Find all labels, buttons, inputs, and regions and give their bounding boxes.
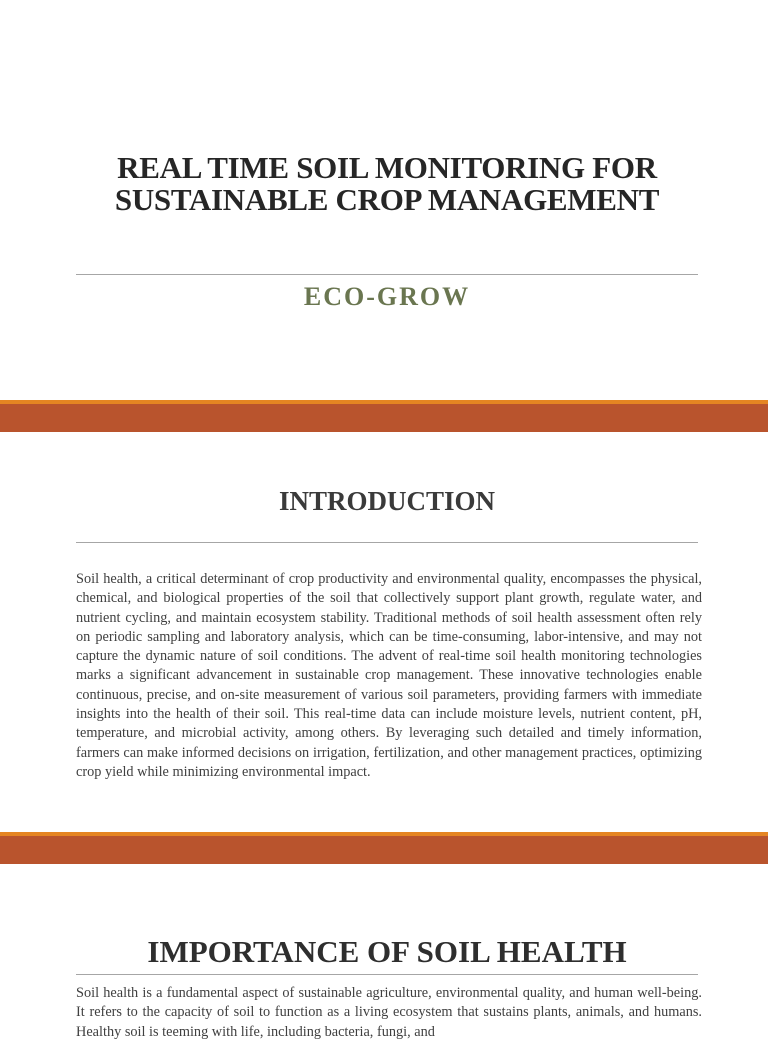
title-divider: [76, 274, 698, 275]
importance-paragraph: Soil health is a fundamental aspect of sustainable agriculture, environmental quality, and human well-being. It refers to the capacity of soil to function as a living ecosystem that sustains plants, animals, and humans. Healthy soil is teeming with life, including bacteria, fungi, and: [76, 985, 702, 1040]
project-subtitle: ECO-GROW: [303, 282, 471, 311]
page-title: [76, 152, 698, 216]
title-line-2: SUSTAINABLE CROP MANAGEMENT: [114, 182, 660, 217]
introduction-heading: INTRODUCTION: [278, 486, 496, 516]
section-band-2: [0, 832, 768, 864]
importance-heading: IMPORTANCE OF SOIL HEALTH: [147, 934, 627, 969]
importance-divider: [76, 974, 698, 975]
section-band-1: [0, 400, 768, 432]
title-line-1: REAL TIME SOIL MONITORING FOR: [117, 150, 657, 185]
introduction-paragraph: Soil health, a critical determinant of crop productivity and environmental quality, encompasses the physical, chemical, and biological properties of the soil that collectively support plant growth, regulate water, and nutrient cycling, and maintain ecosystem stability. Traditional methods of soil health assessment often rely on periodic sampling and laboratory analysis, which can be time-consuming, labor-intensive, and may not capture the dynamic nature of soil conditions. The advent of real-time soil health monitoring technologies marks a significant advancement in sustainable crop management. These innovative technologies enable continuous, precise, and on-site measurement of various soil parameters, providing farmers with immediate insights into the health of their soil. This real-time data can include moisture levels, nutrient content, pH, temperature, and microbial activity, among others. By leveraging such detailed and timely information, farmers can make informed decisions on irrigation, fertilization, and other management practices, optimizing crop yield while minimizing environmental impact.: [76, 571, 702, 780]
introduction-divider: [76, 542, 698, 543]
